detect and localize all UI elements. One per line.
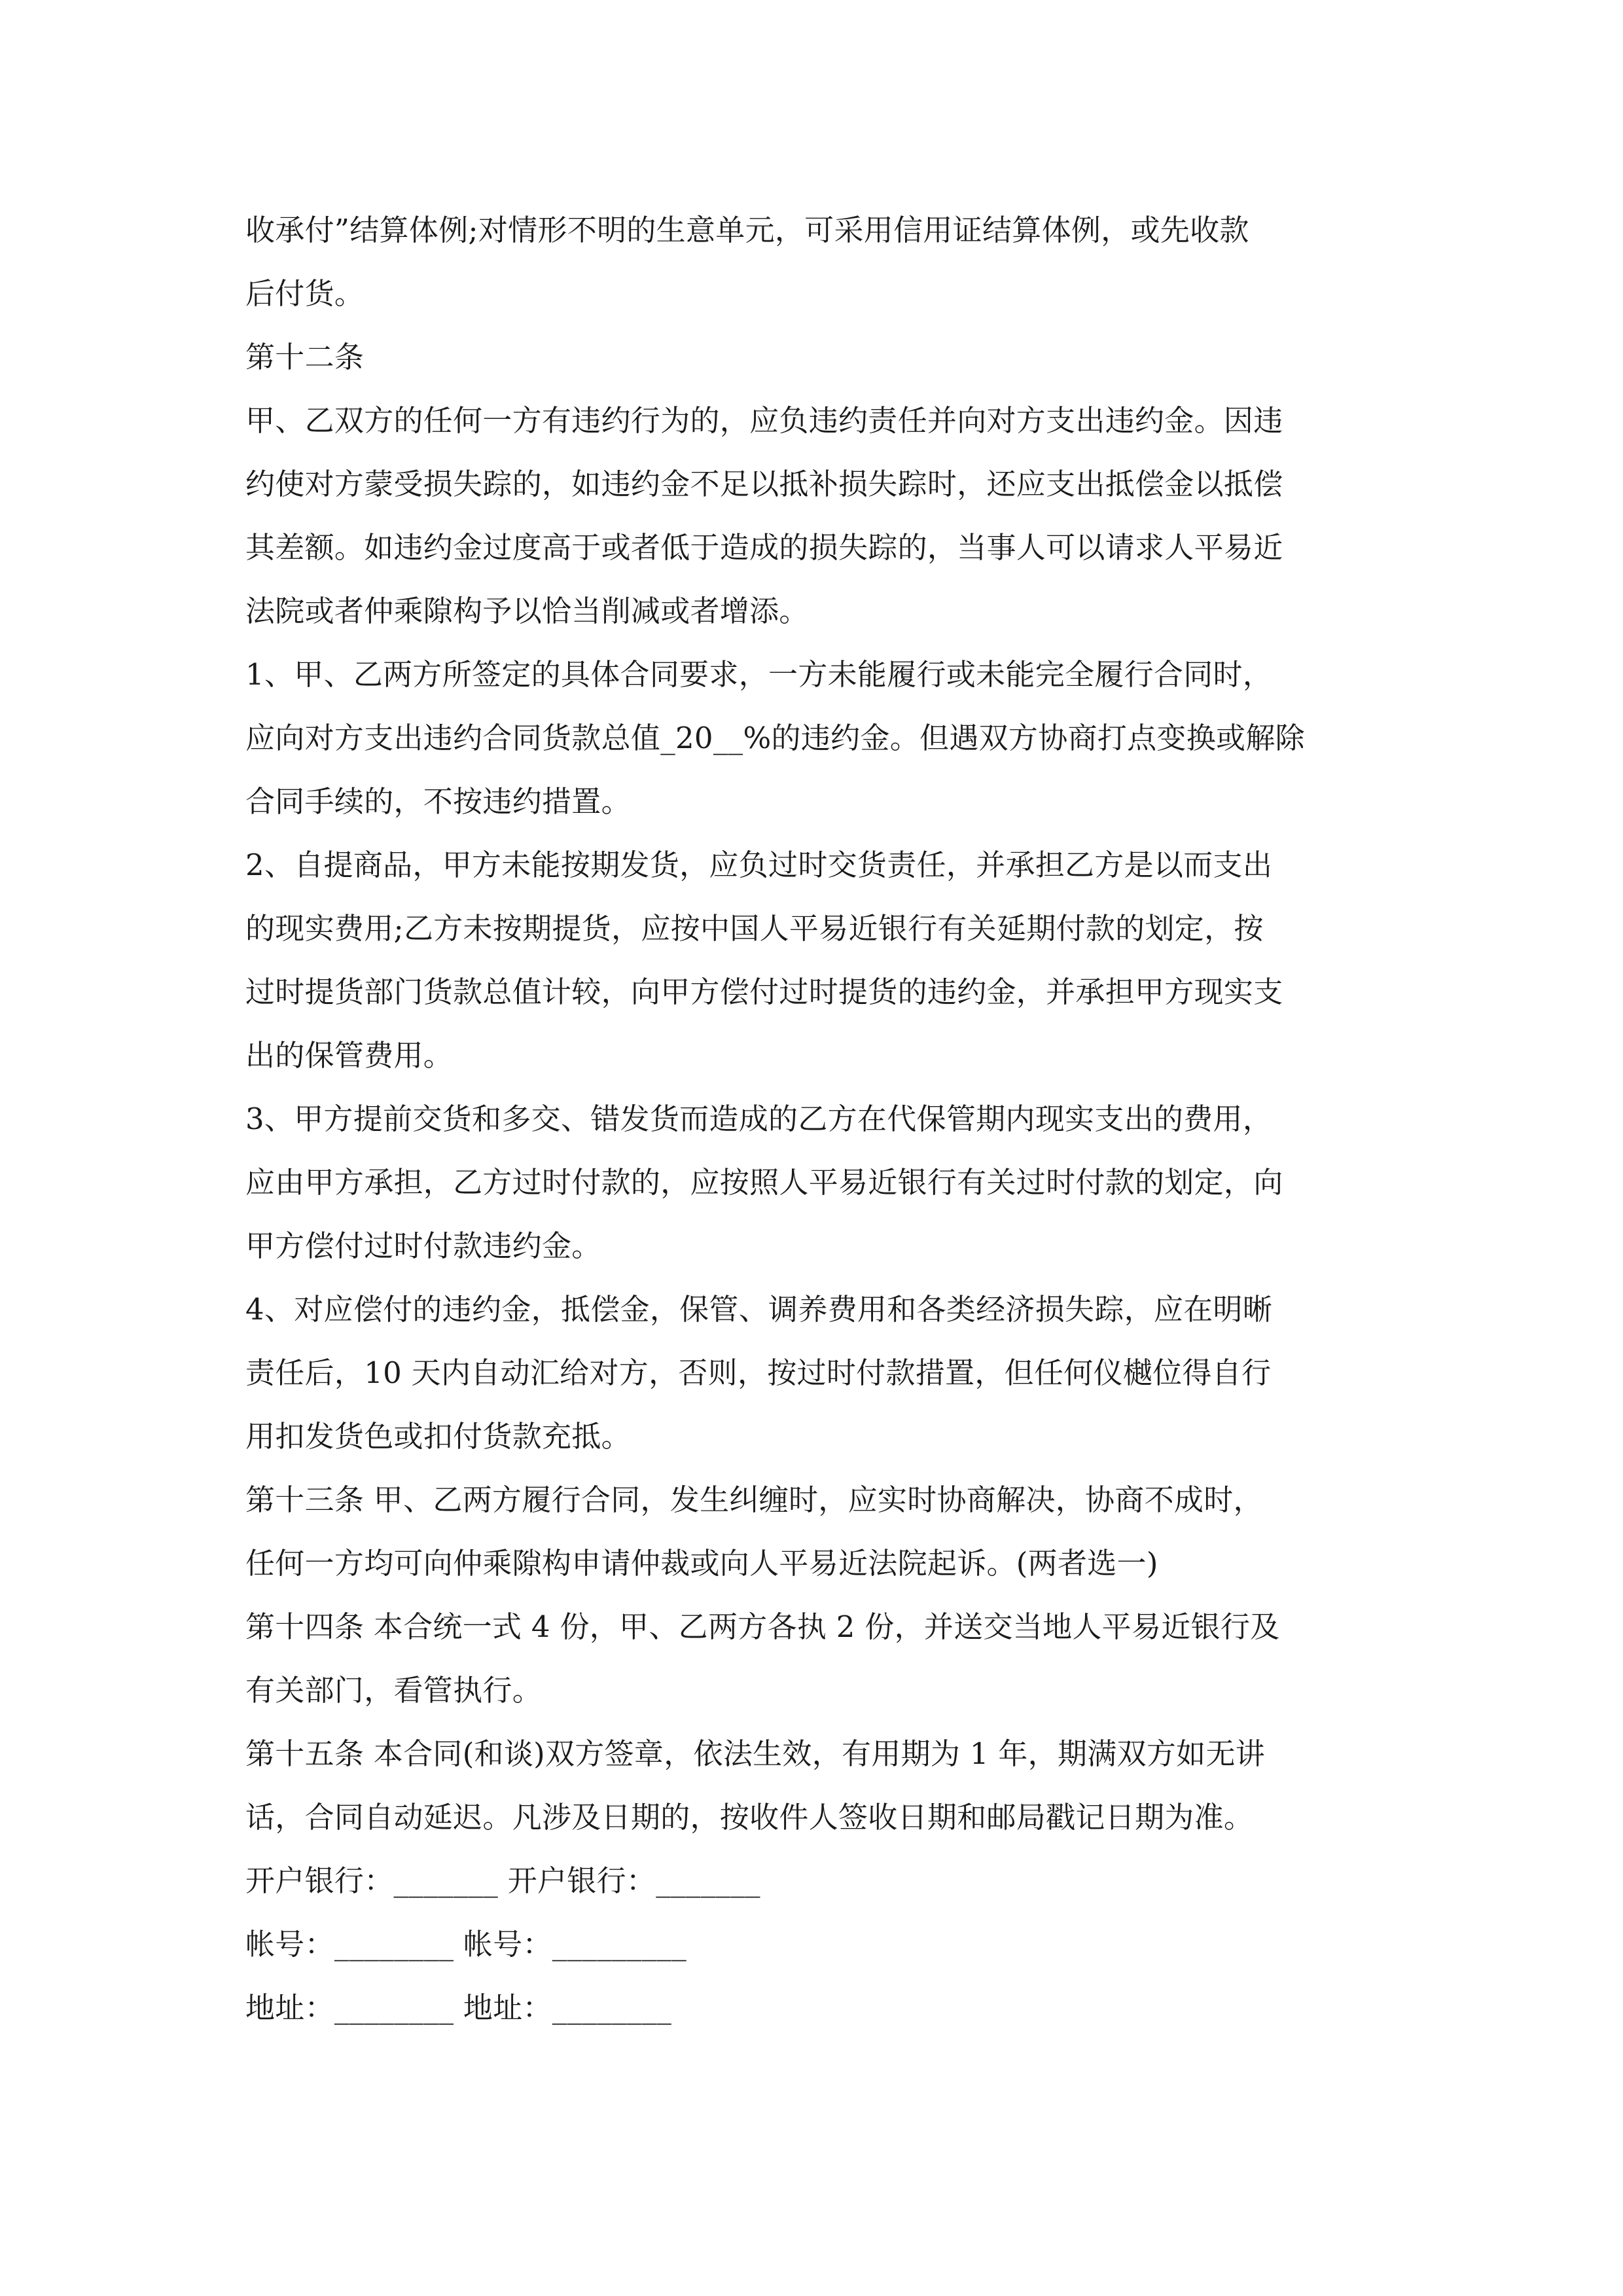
text-line: 后付货。: [245, 276, 365, 311]
text-line: 的现实费用;乙方未按期提货，应按中国人平易近银行有关延期付款的划定，按: [245, 911, 1264, 946]
text-line: 约使对方蒙受损失踪的，如违约金不足以抵补损失踪时，还应支出抵偿金以抵偿: [245, 467, 1283, 501]
account-field-line: 帐号：________ 帐号：_________: [245, 1927, 687, 1962]
signature-fields: [245, 1849, 1378, 2039]
text-line: 甲方偿付过时付款违约金。: [245, 1229, 601, 1263]
text-line: 应由甲方承担，乙方过时付款的，应按照人平易近银行有关过时付款的划定，向: [245, 1165, 1283, 1200]
text-line: 话，合同自动延迟。凡涉及日期的，按收件人签收日期和邮局戳记日期为准。: [245, 1800, 1254, 1835]
text-line: 甲、乙双方的任何一方有违约行为的，应负违约责任并向对方支出违约金。因违: [245, 403, 1283, 438]
text-line: 用扣发货色或扣付货款充抵。: [245, 1419, 631, 1454]
text-line: 过时提货部门货款总值计较，向甲方偿付过时提货的违约金，并承担甲方现实支: [245, 975, 1283, 1009]
address-field-line: 地址：________ 地址：________: [245, 1990, 672, 2025]
text-line: 法院或者仲乘隙构予以恰当削减或者增添。: [245, 594, 809, 628]
text-line: 第十四条 本合统一式 4 份，甲、乙两方各执 2 份，并送交当地人平易近银行及: [245, 1609, 1280, 1644]
text-line: 应向对方支出违约合同货款总值_20__%的违约金。但遇双方协商打点变换或解除: [245, 721, 1305, 755]
text-line: 收承付”结算体例;对情形不明的生意单元，可采用信用证结算体例，或先收款: [245, 213, 1249, 247]
text-line: 第十三条 甲、乙两方履行合同，发生纠缠时，应实时协商解决，协商不成时，: [245, 1482, 1263, 1517]
text-line: 2、自提商品，甲方未能按期发货，应负过时交货责任，并承担乙方是以而支出: [245, 848, 1273, 882]
text-line: 3、甲方提前交货和多交、错发货而造成的乙方在代保管期内现实支出的费用，: [245, 1102, 1273, 1136]
text-line: 出的保管费用。: [245, 1038, 454, 1073]
bank-field-line: 开户银行：_______ 开户银行：_______: [245, 1863, 760, 1898]
text-line: 有关部门，看管执行。: [245, 1673, 543, 1708]
text-line: 合同手续的，不按违约措置。: [245, 784, 631, 819]
text-line: 其差额。如违约金过度高于或者低于造成的损失踪的，当事人可以请求人平易近: [245, 530, 1283, 565]
article-heading: 第十二条: [245, 340, 365, 374]
contract-page: [245, 198, 1378, 2039]
contract-body: [245, 198, 1378, 1849]
text-line: 责任后，10 天内自动汇给对方，否则，按过时付款措置，但任何仪樾位得自行: [245, 1355, 1272, 1390]
text-line: 4、对应偿付的违约金，抵偿金，保管、调养费用和各类经济损失踪，应在明晰: [245, 1292, 1273, 1327]
text-line: 任何一方均可向仲乘隙构申请仲裁或向人平易近法院起诉。(两者选一): [245, 1546, 1158, 1581]
text-line: 第十五条 本合同(和谈)双方签章，依法生效，有用期为 1 年，期满双方如无讲: [245, 1736, 1266, 1771]
text-line: 1、甲、乙两方所签定的具体合同要求，一方未能履行或未能完全履行合同时，: [245, 657, 1273, 692]
